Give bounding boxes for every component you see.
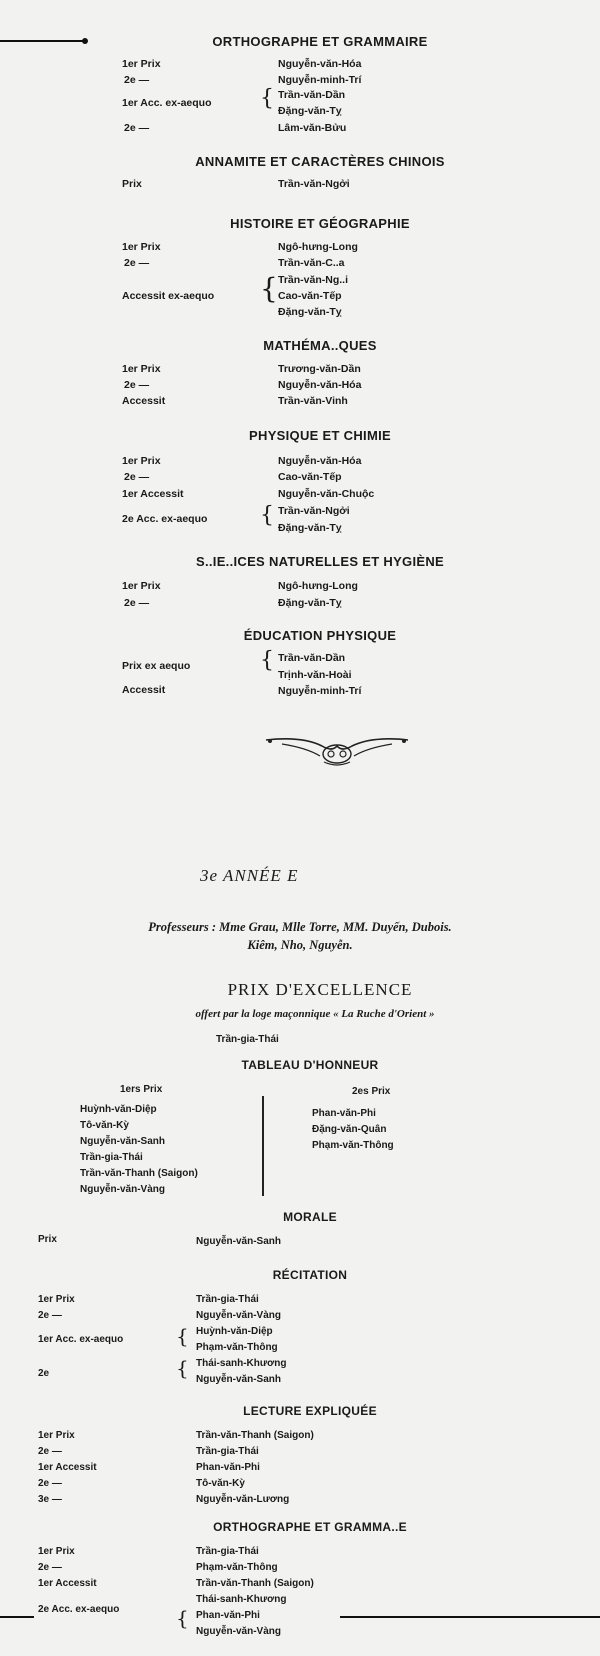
award-label: 1er Acc. ex-aequo xyxy=(122,97,212,109)
student-name: Phan-văn-Phi xyxy=(196,1610,260,1621)
excellence-winner: Trần-gia-Thái xyxy=(216,1034,279,1045)
award-label: 2e — xyxy=(38,1446,62,1457)
award-label: 2e — xyxy=(124,379,150,391)
student-name: Nguyễn-văn-Vàng xyxy=(196,1310,282,1321)
student-name: Trần-văn-Vinh xyxy=(278,395,348,407)
student-name: Trần-gia-Thái xyxy=(196,1546,259,1557)
section-title: MATHÉMA..QUES xyxy=(263,338,377,353)
student-name: Nguyễn-văn-Hóa xyxy=(278,455,362,467)
student-name: Phạm-văn-Thông xyxy=(196,1342,278,1353)
student-name: Nguyễn-minh-Trí xyxy=(278,74,362,86)
brace: { xyxy=(176,1606,189,1630)
award-label: Prix ex aequo xyxy=(122,660,191,672)
year-heading: 3e ANNÉE E xyxy=(200,866,299,885)
student-name: Nguyễn-văn-Sanh xyxy=(196,1236,282,1247)
section-title: ORTHOGRAPHE ET GRAMMA..E xyxy=(213,1520,407,1534)
bottom-left-rule xyxy=(0,1616,34,1618)
student-name: Phan-văn-Phi xyxy=(312,1108,376,1119)
student-name: Nguyễn-văn-Chuộc xyxy=(278,488,375,500)
award-label: Prix xyxy=(38,1234,57,1245)
student-name: Huỳnh-văn-Diệp xyxy=(80,1104,157,1115)
award-label: 2e — xyxy=(38,1562,62,1573)
student-name: Trần-văn-Ng..i xyxy=(278,274,349,286)
student-name: Phạm-văn-Thông xyxy=(312,1140,394,1151)
award-label: 1er Prix xyxy=(122,455,161,467)
award-label: 2e — xyxy=(124,74,150,86)
student-name: Nguyễn-văn-Sanh xyxy=(80,1136,166,1147)
student-name: Ngô-hưng-Long xyxy=(278,580,358,592)
student-name: Trần-văn-C..a xyxy=(278,257,345,269)
student-name: Huỳnh-văn-Diệp xyxy=(196,1326,273,1337)
student-name: Trần-văn-Thanh (Saigon) xyxy=(196,1578,314,1589)
student-name: Ngô-hưng-Long xyxy=(278,241,358,253)
award-label: 2e Acc. ex-aequo xyxy=(122,513,208,525)
student-name: Nguyễn-văn-Lương xyxy=(196,1494,290,1505)
student-name: Trần-văn-Dần xyxy=(278,652,346,664)
student-name: Nguyễn-văn-Hóa xyxy=(278,58,362,70)
student-name: Trịnh-văn-Hoài xyxy=(278,669,352,681)
student-name: Phan-văn-Phi xyxy=(196,1462,260,1473)
brace: { xyxy=(176,1356,189,1380)
student-name: Đặng-văn-Tỵ xyxy=(278,306,342,318)
student-name: Cao-văn-Tếp xyxy=(278,290,342,302)
award-label: 2e — xyxy=(124,597,150,609)
decorative-ornament xyxy=(262,734,412,766)
student-name: Trần-gia-Thái xyxy=(196,1294,259,1305)
award-label: 3e — xyxy=(38,1494,62,1505)
bottom-right-rule xyxy=(340,1616,600,1618)
award-label: 2e — xyxy=(124,257,150,269)
student-name: Tô-văn-Kỳ xyxy=(80,1120,129,1131)
section-title: LECTURE EXPLIQUÉE xyxy=(243,1404,377,1418)
award-label: 1er Accessit xyxy=(38,1578,97,1589)
award-label: 2e — xyxy=(124,122,150,134)
student-name: Trương-văn-Dần xyxy=(278,363,361,375)
award-label: 2e — xyxy=(124,471,150,483)
award-label: 1er Prix xyxy=(122,58,161,70)
student-name: Cao-văn-Tếp xyxy=(278,471,342,483)
award-label: 2e xyxy=(38,1368,50,1379)
award-label: Prix xyxy=(122,178,142,190)
column-divider xyxy=(262,1096,264,1196)
award-label: 1er Prix xyxy=(38,1430,75,1441)
award-label: 1er Prix xyxy=(122,241,161,253)
student-name: Trần-văn-Dần xyxy=(278,89,346,101)
student-name: Thái-sanh-Khương xyxy=(196,1594,287,1605)
student-name: Đặng-văn-Quân xyxy=(312,1124,387,1135)
student-name: Đặng-văn-Tỵ xyxy=(278,522,342,534)
student-name: Nguyễn-văn-Vàng xyxy=(196,1626,282,1637)
student-name: Nguyễn-văn-Sanh xyxy=(196,1374,282,1385)
award-label: 1er Accessit xyxy=(122,488,184,500)
award-label: 2e Acc. ex-aequo xyxy=(38,1604,120,1615)
award-label: 1er Prix xyxy=(38,1294,75,1305)
student-name: Nguyễn-văn-Vàng xyxy=(80,1184,166,1195)
award-label: 2e — xyxy=(38,1310,62,1321)
student-name: Nguyễn-minh-Trí xyxy=(278,685,362,697)
award-label: 2e — xyxy=(38,1478,62,1489)
award-label: Accessit xyxy=(122,395,166,407)
brace: { xyxy=(176,1324,189,1348)
award-label: Accessit ex-aequo xyxy=(122,290,215,302)
student-name: Trần-văn-Ngởi xyxy=(278,178,350,190)
column-header: 1ers Prix xyxy=(120,1084,163,1095)
award-label: 1er Accessit xyxy=(38,1462,97,1473)
excellence-title: PRIX D'EXCELLENCE xyxy=(227,980,413,999)
award-label: 1er Prix xyxy=(122,363,161,375)
section-title: ANNAMITE ET CARACTÈRES CHINOIS xyxy=(195,154,445,169)
section-title: PHYSIQUE ET CHIMIE xyxy=(249,428,391,443)
student-name: Nguyễn-văn-Hóa xyxy=(278,379,362,391)
student-name: Đặng-văn-Tỵ xyxy=(278,597,342,609)
student-name: Trần-gia-Thái xyxy=(80,1152,143,1163)
section-title: MORALE xyxy=(283,1210,337,1224)
student-name: Đặng-văn-Tỵ xyxy=(278,105,342,117)
student-name: Trần-văn-Ngởi xyxy=(278,505,350,517)
award-label: 1er Prix xyxy=(38,1546,75,1557)
student-name: Trần-văn-Thanh (Saigon) xyxy=(80,1168,198,1179)
professors-line: Professeurs : Mme Grau, Mlle Torre, MM. Duyến, Dubois. xyxy=(148,920,452,934)
student-name: Tô-văn-Kỳ xyxy=(196,1478,245,1489)
column-header: 2es Prix xyxy=(352,1086,391,1097)
brace: { xyxy=(260,648,274,673)
award-label: 1er Acc. ex-aequo xyxy=(38,1334,124,1345)
section-title: S..IE..ICES NATURELLES ET HYGIÈNE xyxy=(195,554,445,569)
section-title: ORTHOGRAPHE ET GRAMMAIRE xyxy=(212,34,428,49)
student-name: Thái-sanh-Khương xyxy=(196,1358,287,1369)
offered-by-line: offert par la loge maçonnique « La Ruche d'Orient » xyxy=(195,1008,435,1020)
section-title: ÉDUCATION PHYSIQUE xyxy=(243,628,397,643)
student-name: Phạm-văn-Thông xyxy=(196,1562,278,1573)
brace: { xyxy=(260,272,278,305)
award-label: 1er Prix xyxy=(122,580,161,592)
brace: { xyxy=(260,86,274,111)
student-name: Lâm-văn-Bửu xyxy=(278,122,347,134)
brace: { xyxy=(260,503,274,528)
section-title: RÉCITATION xyxy=(272,1268,348,1282)
student-name: Trần-văn-Thanh (Saigon) xyxy=(196,1430,314,1441)
award-label: Accessit xyxy=(122,684,166,696)
professors-line: Kiêm, Nho, Nguyễn. xyxy=(247,938,353,952)
section-title: TABLEAU D'HONNEUR xyxy=(241,1058,379,1072)
section-title: HISTOIRE ET GÉOGRAPHIE xyxy=(230,216,410,231)
student-name: Trần-gia-Thái xyxy=(196,1446,259,1457)
